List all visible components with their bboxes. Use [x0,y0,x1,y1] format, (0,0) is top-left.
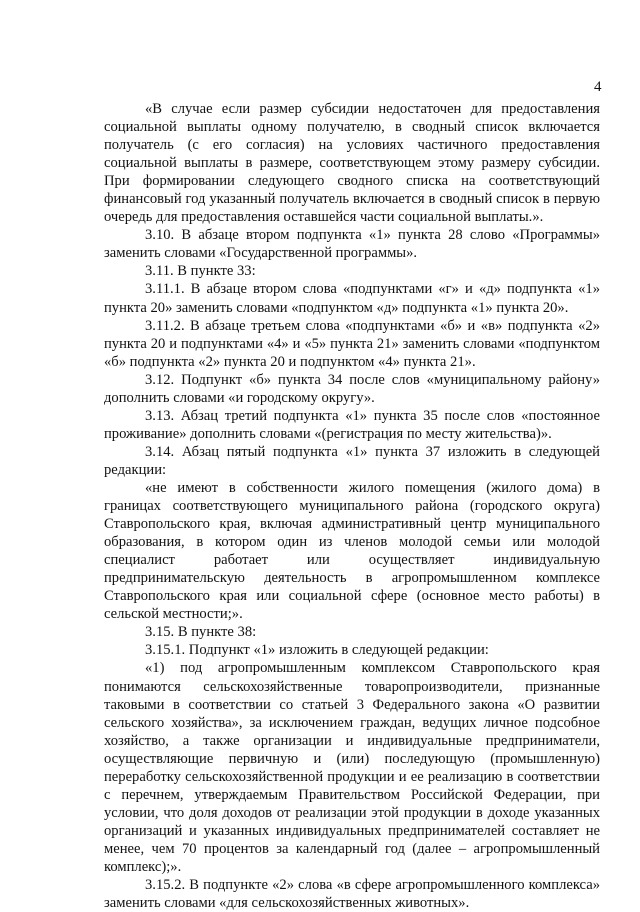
paragraph-3-14: 3.14. Абзац пятый подпункта «1» пункта 37 изложить в следующей редакции: [104,443,600,478]
paragraph-3-12: 3.12. Подпункт «б» пункта 34 после слов «муниципальному району» дополнить словами «и городскому округу». [104,371,600,406]
paragraph-quote-agro-complex: «1) под агропромышленным комплексом Ставропольского края понимаются сельскохозяйственные товаропроизводители, признанные таковыми в соответствии со статьей 3 Федерального закона «О развитии сельского хозяйства», за исключением граждан, ведущих личное подсобное хозяйство, а также организации и индивидуальные предприниматели, осуществляющие первичную и (или) последующую (промышленную) переработку сельскохозяйственной продукции и ее реализацию в соответствии с перечнем, утверждаемым Правительством Российской Федерации, при условии, что доля доходов от реализации этой продукции в доходе указанных организаций и указанных индивидуальных предпринимателей составляет не менее, чем 70 процентов за календарный год (далее – агропромышленный комплекс);». [104,660,600,875]
paragraph-3-11-1: 3.11.1. В абзаце втором слова «подпунктами «г» и «д» подпункта «1» пункта 20» заменить словами «подпунктом «д» подпункта «1» пункта 20». [104,281,600,316]
paragraph-3-13: 3.13. Абзац третий подпункта «1» пункта 35 после слов «постоянное проживание» дополнить словами «(регистрация по месту жительства)». [104,407,600,442]
paragraph-3-15-2: 3.15.2. В подпункте «2» слова «в сфере агропромышленного комплекса» заменить словами «для сельскохозяйственных животных». [104,877,600,912]
paragraph-quote-subsidy: «В случае если размер субсидии недостаточен для предоставления социальной выплаты одному получателю, в сводный список включается получатель (с его согласия) на условиях частичного предоставления социальной выплаты в размере, соответствующем этому размеру субсидии. При формировании следующего сводного списка на соответствующий финансовый год указанный получатель включается в сводный список в первую очередь для предоставления оставшейся части социальной выплаты.». [104,101,600,226]
paragraph-quote-housing: «не имеют в собственности жилого помещения (жилого дома) в границах соответствующего муниципального района (городского округа) Ставропольского края, включая административный центр муниципального образования, в котором один из членов молодой семьи или молодой специалист работает или осуществляет индивидуальную предпринимательскую деятельность в агропромышленном комплексе Ставропольского края или социальной сфере (основное место работы) в сельской местности;». [104,479,600,623]
paragraph-3-11-2: 3.11.2. В абзаце третьем слова «подпунктами «б» и «в» подпункта «2» пункта 20 и подпунктами «4» и «5» пункта 21» заменить словами «подпунктом «б» подпункта «2» пункта 20 и подпунктом «4» пункта 21». [104,317,600,370]
paragraph-3-11: 3.11. В пункте 33: [145,263,256,280]
paragraph-3-10: 3.10. В абзаце втором подпункта «1» пункта 28 слово «Программы» заменить словами «Государственной программы». [104,227,600,262]
document-body [104,100,600,912]
page-number: 4 [594,79,602,95]
paragraph-3-15-1: 3.15.1. Подпункт «1» изложить в следующей редакции: [145,642,489,659]
paragraph-3-15: 3.15. В пункте 38: [145,624,257,641]
